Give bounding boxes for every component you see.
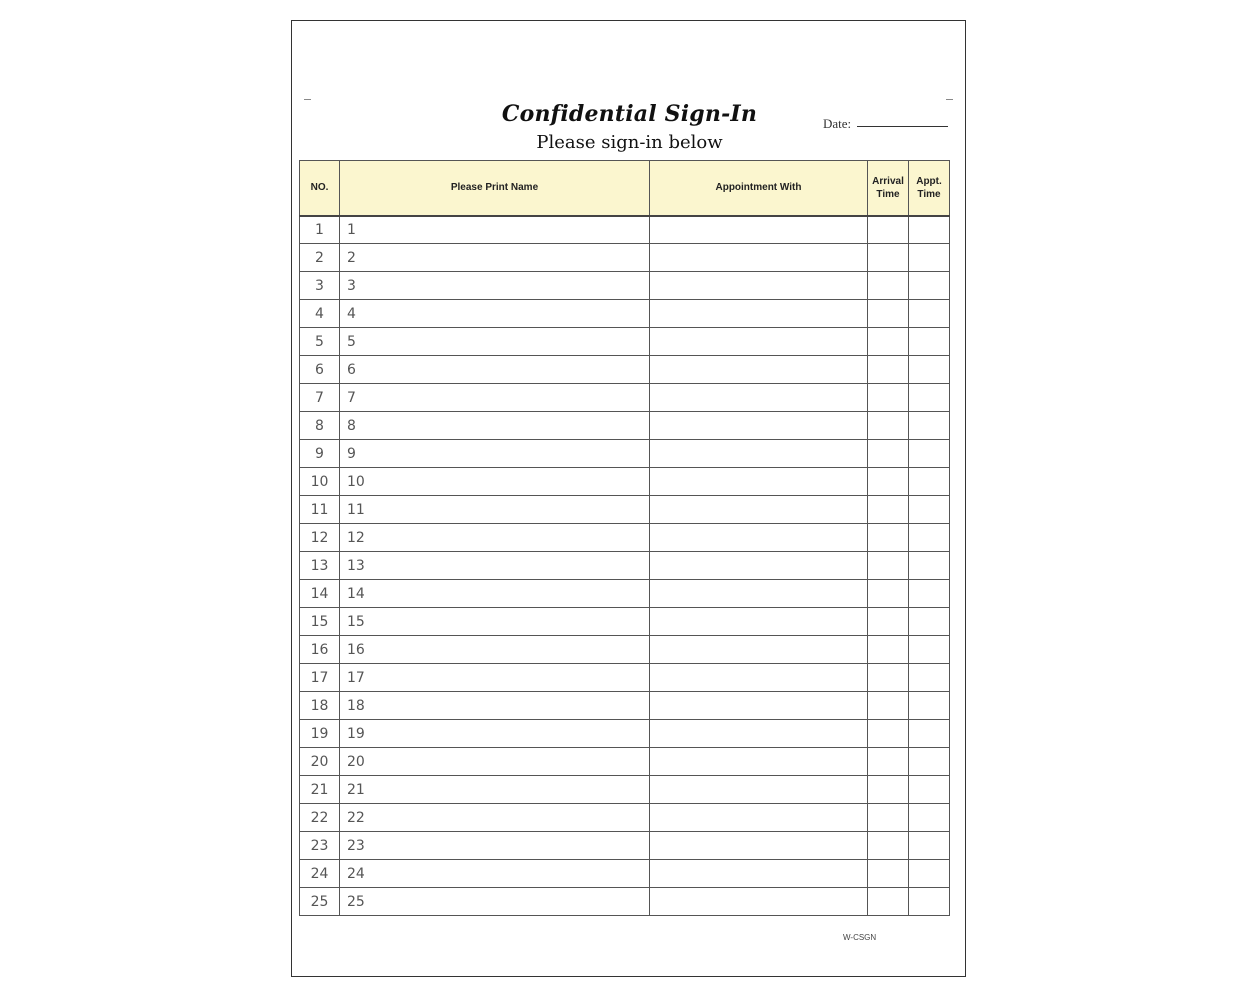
arrival-time-field[interactable] — [868, 524, 909, 552]
row-number: 22 — [300, 804, 340, 832]
appointment-with-field[interactable] — [650, 356, 868, 384]
table-row — [300, 272, 950, 300]
appointment-with-field[interactable] — [650, 636, 868, 664]
appt-time-field[interactable] — [909, 216, 950, 244]
row-number: 19 — [300, 720, 340, 748]
name-line-number: 13 — [347, 557, 365, 574]
name-field[interactable] — [340, 244, 650, 272]
arrival-time-field[interactable] — [868, 468, 909, 496]
name-field[interactable] — [340, 384, 650, 412]
appointment-with-field[interactable] — [650, 300, 868, 328]
appointment-with-field[interactable] — [650, 860, 868, 888]
name-field[interactable] — [340, 664, 650, 692]
row-number: 6 — [300, 356, 340, 384]
name-line-number: 24 — [347, 865, 365, 882]
name-line-number: 18 — [347, 697, 365, 714]
appointment-with-field[interactable] — [650, 608, 868, 636]
appointment-with-field[interactable] — [650, 384, 868, 412]
row-number: 5 — [300, 328, 340, 356]
appointment-with-field[interactable] — [650, 440, 868, 468]
table-row — [300, 580, 950, 608]
form-subtitle: Please sign-in below — [536, 132, 723, 153]
row-number: 3 — [300, 272, 340, 300]
name-field[interactable] — [340, 440, 650, 468]
appt-time-field[interactable] — [909, 888, 950, 916]
arrival-time-field[interactable] — [868, 664, 909, 692]
appointment-with-field[interactable] — [650, 748, 868, 776]
appt-time-field[interactable] — [909, 356, 950, 384]
row-number: 15 — [300, 608, 340, 636]
row-number: 17 — [300, 664, 340, 692]
name-line-number: 23 — [347, 837, 365, 854]
name-field[interactable] — [340, 804, 650, 832]
appt-time-field[interactable] — [909, 608, 950, 636]
appt-time-field[interactable] — [909, 636, 950, 664]
table-row — [300, 412, 950, 440]
name-field[interactable] — [340, 860, 650, 888]
arrival-time-field[interactable] — [868, 804, 909, 832]
name-field[interactable] — [340, 832, 650, 860]
row-number: 16 — [300, 636, 340, 664]
table-row — [300, 748, 950, 776]
appointment-with-field[interactable] — [650, 216, 868, 244]
arrival-time-field[interactable] — [868, 384, 909, 412]
appointment-with-field[interactable] — [650, 664, 868, 692]
name-field[interactable] — [340, 720, 650, 748]
table-row — [300, 552, 950, 580]
appointment-with-field[interactable] — [650, 496, 868, 524]
arrival-time-field[interactable] — [868, 272, 909, 300]
row-number: 1 — [300, 216, 340, 244]
name-field[interactable] — [340, 272, 650, 300]
table-body — [300, 216, 950, 916]
table-row — [300, 636, 950, 664]
table-row — [300, 608, 950, 636]
name-field[interactable] — [340, 412, 650, 440]
name-field[interactable] — [340, 776, 650, 804]
name-field[interactable] — [340, 888, 650, 916]
appt-time-field[interactable] — [909, 244, 950, 272]
appt-time-field[interactable] — [909, 524, 950, 552]
table-row — [300, 440, 950, 468]
arrival-time-field[interactable] — [868, 692, 909, 720]
name-line-number: 2 — [347, 249, 356, 266]
row-number: 14 — [300, 580, 340, 608]
name-line-number: 25 — [347, 893, 365, 910]
appt-time-field[interactable] — [909, 692, 950, 720]
appointment-with-field[interactable] — [650, 692, 868, 720]
appt-time-field[interactable] — [909, 776, 950, 804]
appt-time-field[interactable] — [909, 384, 950, 412]
appt-time-field[interactable] — [909, 804, 950, 832]
date-field[interactable] — [857, 126, 948, 127]
appt-time-field[interactable] — [909, 832, 950, 860]
row-number: 4 — [300, 300, 340, 328]
name-line-number: 3 — [347, 277, 356, 294]
appt-time-field[interactable] — [909, 860, 950, 888]
name-field[interactable] — [340, 468, 650, 496]
appt-time-field[interactable] — [909, 272, 950, 300]
appointment-with-field[interactable] — [650, 720, 868, 748]
appt-time-field[interactable] — [909, 720, 950, 748]
row-number: 12 — [300, 524, 340, 552]
appt-time-field[interactable] — [909, 412, 950, 440]
table-row — [300, 300, 950, 328]
date-label: Date: — [823, 116, 852, 131]
name-field[interactable] — [340, 216, 650, 244]
arrival-time-field[interactable] — [868, 244, 909, 272]
appt-time-field[interactable] — [909, 468, 950, 496]
arrival-time-field[interactable] — [868, 496, 909, 524]
table-row — [300, 860, 950, 888]
table-row — [300, 832, 950, 860]
row-number: 9 — [300, 440, 340, 468]
column-header-number: NO. — [300, 161, 340, 216]
appointment-with-field[interactable] — [650, 524, 868, 552]
margin-tick-left — [304, 99, 311, 100]
form-title: Confidential Sign-In — [501, 101, 758, 127]
arrival-time-field[interactable] — [868, 440, 909, 468]
appointment-with-field[interactable] — [650, 804, 868, 832]
table-row — [300, 776, 950, 804]
appt-time-field[interactable] — [909, 496, 950, 524]
row-number: 11 — [300, 496, 340, 524]
appointment-with-field[interactable] — [650, 328, 868, 356]
column-header-arrival-time: Arrival Time — [868, 161, 909, 216]
name-line-number: 20 — [347, 753, 365, 770]
appt-time-field[interactable] — [909, 328, 950, 356]
arrival-time-field[interactable] — [868, 748, 909, 776]
appointment-with-field[interactable] — [650, 832, 868, 860]
name-field[interactable] — [340, 552, 650, 580]
appt-time-field[interactable] — [909, 300, 950, 328]
sign-in-table — [299, 160, 950, 916]
row-number: 13 — [300, 552, 340, 580]
name-line-number: 12 — [347, 529, 365, 546]
table-row — [300, 720, 950, 748]
row-number: 23 — [300, 832, 340, 860]
row-number: 2 — [300, 244, 340, 272]
name-field[interactable] — [340, 524, 650, 552]
row-number: 10 — [300, 468, 340, 496]
appointment-with-field[interactable] — [650, 244, 868, 272]
name-line-number: 7 — [347, 389, 356, 406]
row-number: 24 — [300, 860, 340, 888]
table-row — [300, 356, 950, 384]
arrival-time-field[interactable] — [868, 580, 909, 608]
appt-time-field[interactable] — [909, 580, 950, 608]
name-line-number: 4 — [347, 305, 356, 322]
name-line-number: 17 — [347, 669, 365, 686]
name-field[interactable] — [340, 748, 650, 776]
table-row — [300, 888, 950, 916]
row-number: 25 — [300, 888, 340, 916]
name-line-number: 10 — [347, 473, 365, 490]
table-row — [300, 496, 950, 524]
name-line-number: 11 — [347, 501, 365, 518]
table-row — [300, 328, 950, 356]
arrival-time-field[interactable] — [868, 608, 909, 636]
arrival-time-field[interactable] — [868, 412, 909, 440]
appointment-with-field[interactable] — [650, 272, 868, 300]
appointment-with-field[interactable] — [650, 468, 868, 496]
name-field[interactable] — [340, 356, 650, 384]
form-code: W-CSGN — [843, 933, 877, 942]
name-line-number: 15 — [347, 613, 365, 630]
table-row — [300, 692, 950, 720]
appointment-with-field[interactable] — [650, 580, 868, 608]
table-header-row — [300, 161, 950, 216]
arrival-time-field[interactable] — [868, 720, 909, 748]
appt-time-field[interactable] — [909, 440, 950, 468]
row-number: 7 — [300, 384, 340, 412]
arrival-time-field[interactable] — [868, 636, 909, 664]
name-line-number: 21 — [347, 781, 365, 798]
column-header-appt-time: Appt. Time — [909, 161, 950, 216]
appointment-with-field[interactable] — [650, 888, 868, 916]
arrival-time-field[interactable] — [868, 356, 909, 384]
appointment-with-field[interactable] — [650, 412, 868, 440]
sign-in-sheet — [291, 20, 966, 977]
arrival-time-field[interactable] — [868, 552, 909, 580]
name-field[interactable] — [340, 496, 650, 524]
name-line-number: 22 — [347, 809, 365, 826]
name-field[interactable] — [340, 300, 650, 328]
table-row — [300, 804, 950, 832]
name-line-number: 5 — [347, 333, 356, 350]
arrival-time-field[interactable] — [868, 776, 909, 804]
row-number: 18 — [300, 692, 340, 720]
name-line-number: 9 — [347, 445, 356, 462]
name-field[interactable] — [340, 692, 650, 720]
arrival-time-field[interactable] — [868, 328, 909, 356]
appt-time-field[interactable] — [909, 664, 950, 692]
arrival-time-field[interactable] — [868, 860, 909, 888]
arrival-time-field[interactable] — [868, 300, 909, 328]
appt-time-field[interactable] — [909, 748, 950, 776]
column-header-appointment-with: Appointment With — [650, 161, 868, 216]
name-line-number: 1 — [347, 221, 356, 238]
row-number: 20 — [300, 748, 340, 776]
table-row — [300, 244, 950, 272]
table-row — [300, 216, 950, 244]
appointment-with-field[interactable] — [650, 552, 868, 580]
appt-time-field[interactable] — [909, 552, 950, 580]
table-row — [300, 524, 950, 552]
name-line-number: 14 — [347, 585, 365, 602]
name-line-number: 16 — [347, 641, 365, 658]
name-field[interactable] — [340, 328, 650, 356]
table-row — [300, 664, 950, 692]
appointment-with-field[interactable] — [650, 776, 868, 804]
table-row — [300, 468, 950, 496]
name-field[interactable] — [340, 608, 650, 636]
arrival-time-field[interactable] — [868, 216, 909, 244]
name-field[interactable] — [340, 580, 650, 608]
column-header-name: Please Print Name — [340, 161, 650, 216]
name-line-number: 8 — [347, 417, 356, 434]
name-field[interactable] — [340, 636, 650, 664]
row-number: 8 — [300, 412, 340, 440]
name-line-number: 19 — [347, 725, 365, 742]
row-number: 21 — [300, 776, 340, 804]
arrival-time-field[interactable] — [868, 832, 909, 860]
name-line-number: 6 — [347, 361, 356, 378]
margin-tick-right — [946, 99, 953, 100]
table-row — [300, 384, 950, 412]
arrival-time-field[interactable] — [868, 888, 909, 916]
